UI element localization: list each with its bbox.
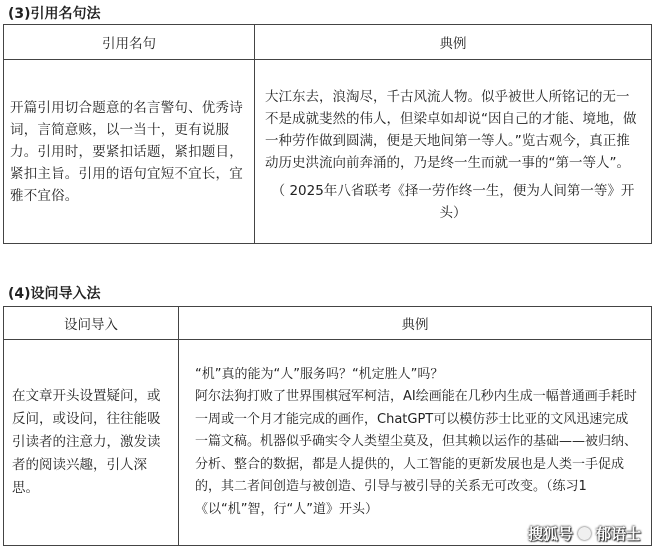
column-header-quote: 引用名句 xyxy=(4,25,255,60)
method-description-text: 开篇引用切合题意的名言警句、优秀诗词，言简意赅，以一当十，更有说服力。引用时，要紧扣话题，紧扣题目，紧扣主旨。引用的语句宜短不宜长，宜雅不宜俗。 xyxy=(10,99,243,204)
method-description-text: 在文章开头设置疑问，或反问，或设问，往往能吸引读者的注意力，激发读者的阅读兴趣，引人深思。 xyxy=(12,388,161,496)
column-header-example: 典例 xyxy=(255,25,652,60)
section-title-question-method: (4)设问导入法 xyxy=(8,286,101,302)
table-row xyxy=(4,340,652,546)
example-text: 大江东去，浪淘尽，千古风流人物。似乎被世人所铭记的无一不是成就斐然的伟人，但梁卓如却说“因自己的才能、境地，做一种劳作做到圆满，便是天地间第一等人。”览古观今，真正推动历史洪流向前奔涌的，乃是终一生而就一事的“第一等人”。 xyxy=(265,88,637,171)
quote-method-table xyxy=(3,24,652,244)
author-avatar-icon xyxy=(578,527,591,540)
method-description-cell xyxy=(4,60,255,244)
watermark-author: 郁语士 xyxy=(595,525,641,543)
table-header-row xyxy=(4,25,652,60)
watermark-brand: 搜狐号 xyxy=(527,525,573,543)
sohu-watermark xyxy=(528,523,641,544)
method-description-cell xyxy=(4,340,179,546)
example-text: “机”真的能为“人”服务吗？“机定胜人”吗？ 阿尔法狗打败了世界围棋冠军柯洁，AI绘画能在几秒内生成一幅普通画手耗时一周或一个月才能完成的画作，ChatGPT可以模仿莎士比亚的文风迅速完成一篇文稿。机器似乎确实令人类望尘莫及，但其赖以运作的基础——被归纳、分析、整合的数据，都是人提供的，人工智能的更新发展也是人类一手促成的，其二者间创造与被创造、引导与被引导的关系无可改变。（练习1《以“机”智，行“人”道》开头） xyxy=(195,367,638,517)
column-header-example: 典例 xyxy=(179,307,652,340)
column-header-question: 设问导入 xyxy=(4,307,179,340)
example-cell xyxy=(179,340,652,546)
table-row xyxy=(4,60,652,244)
table-header-row xyxy=(4,307,652,340)
question-method-table xyxy=(3,306,652,546)
example-source: （ 2025年八省联考《择一劳作终一生，便为人间第一等》开头） xyxy=(271,182,635,221)
example-cell xyxy=(255,60,652,244)
section-title-quote-method: (3)引用名句法 xyxy=(8,6,101,22)
